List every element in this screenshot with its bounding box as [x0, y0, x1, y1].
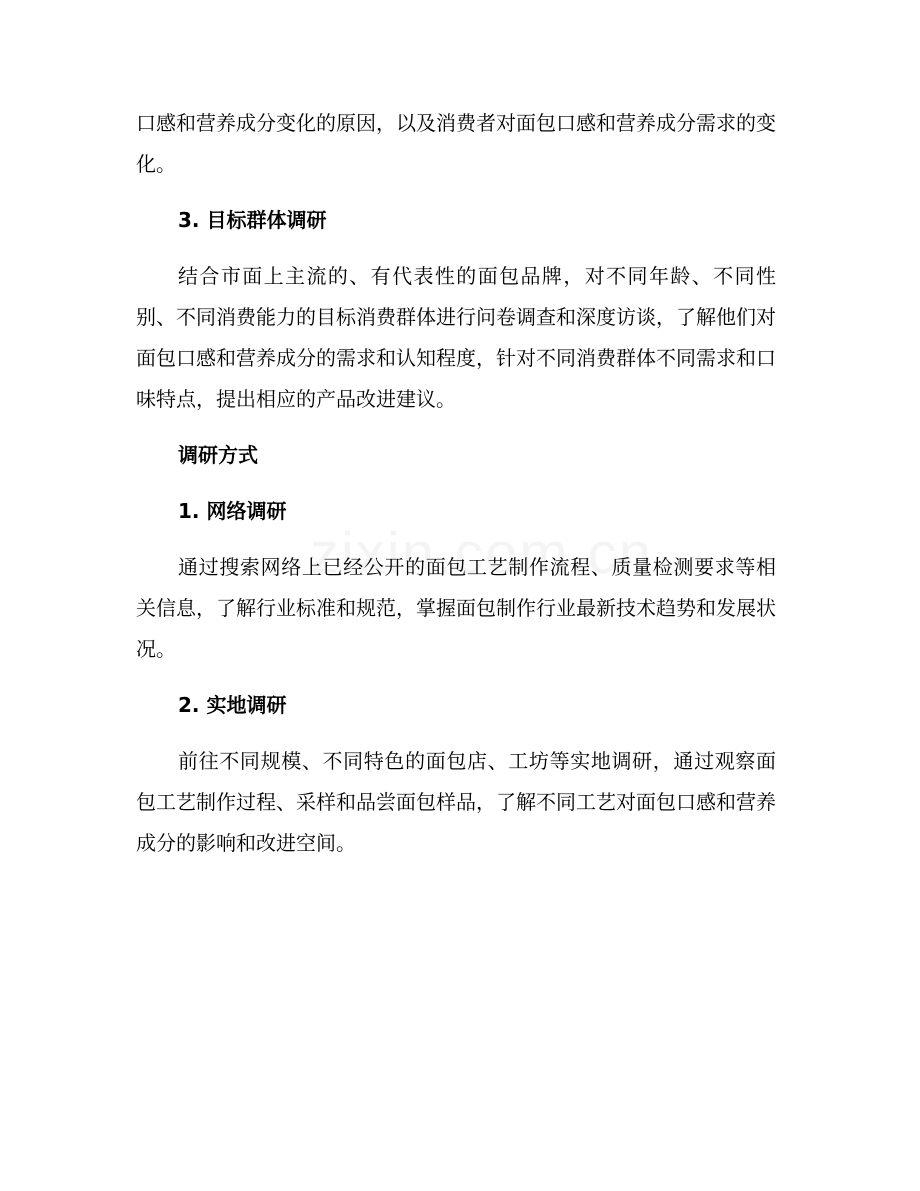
heading-online-research: 1. 网络调研: [178, 499, 287, 523]
paragraph-continuation: 口感和营养成分变化的原因，以及消费者对面包口感和营养成分需求的变化。: [136, 111, 776, 176]
heading-field-research: 2. 实地调研: [178, 693, 287, 717]
paragraph-online-research: 通过搜索网络上已经公开的面包工艺制作流程、质量检测要求等相关信息，了解行业标准和规范，掌握面包制作行业最新技术趋势和发展状况。: [136, 555, 776, 661]
paragraph-target-group: 结合市面上主流的、有代表性的面包品牌，对不同年龄、不同性别、不同消费能力的目标消费群体进行问卷调查和深度访谈，了解他们对面包口感和营养成分的需求和认知程度，针对不同消费群体不同需求和口味特点，提出相应的产品改进建议。: [136, 264, 776, 411]
document-body: [136, 103, 776, 864]
paragraph-field-research: 前往不同规模、不同特色的面包店、工坊等实地调研，通过观察面包工艺制作过程、采样和品尝面包样品，了解不同工艺对面包口感和营养成分的影响和改进空间。: [136, 749, 776, 855]
heading-target-group-research: 3. 目标群体调研: [178, 208, 327, 232]
heading-research-methods: 调研方式: [178, 443, 258, 467]
